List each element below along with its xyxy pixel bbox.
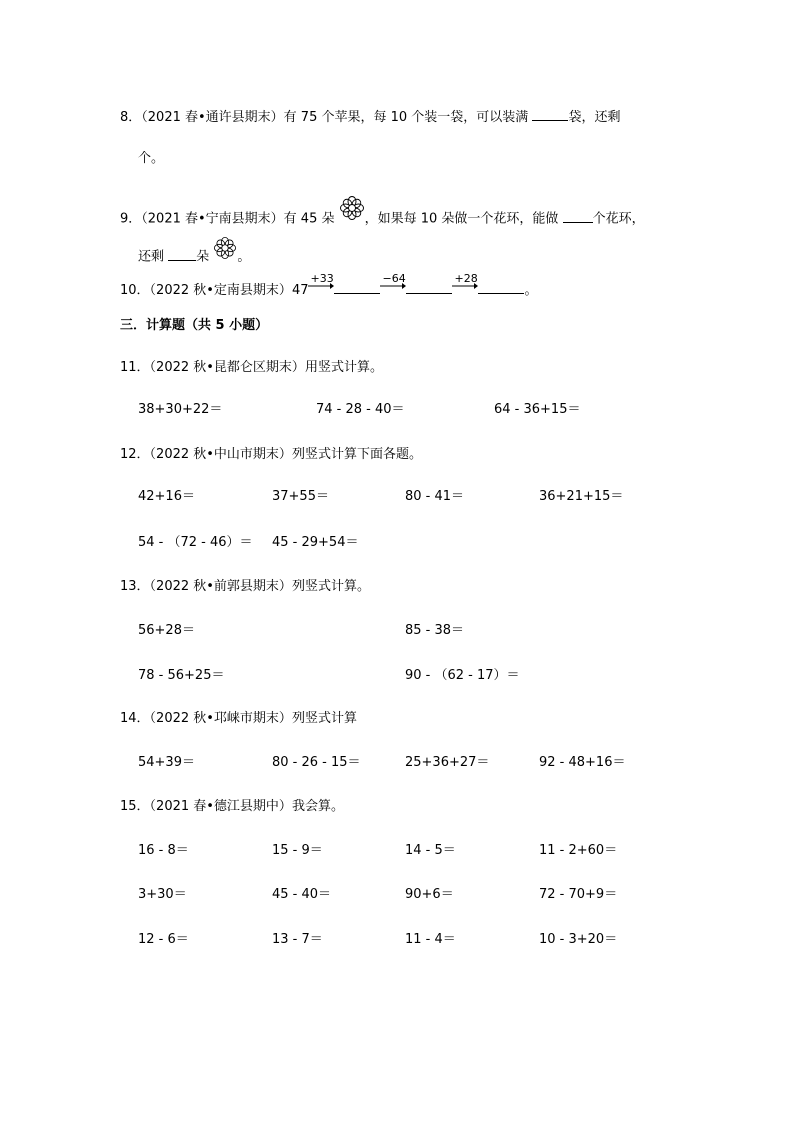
expression: 54 - （72 - 46）＝ (138, 535, 253, 550)
expression: 90 - （62 - 17）＝ (405, 668, 520, 683)
expression: 92 - 48+16＝ (539, 755, 626, 770)
question-text: ，如果每 10 朵做一个花环，能做 (364, 211, 559, 227)
operation-arrow (452, 272, 478, 294)
question-text: 还剩 (138, 249, 165, 265)
question-text: 有 45 朵 (283, 211, 335, 227)
question-source: （2022 秋•邛崃市期末） (149, 711, 292, 726)
question-14 (120, 710, 357, 728)
expression: 78 - 56+25＝ (138, 668, 225, 683)
question-text: 袋，还剩 (568, 110, 621, 125)
flower-icon (213, 236, 237, 266)
question-number: 14． (120, 711, 150, 726)
question-text: 。 (237, 249, 251, 265)
expression: 11 - 2+60＝ (539, 843, 618, 858)
question-instruction: 列竖式计算 (291, 711, 357, 726)
expression: 45 - 40＝ (272, 887, 332, 902)
question-12 (120, 446, 422, 464)
question-source: （2021 春•通许县期末） (141, 110, 284, 125)
expression: 10 - 3+20＝ (539, 932, 618, 947)
question-number: 11． (120, 360, 150, 375)
operation-label: −64 (382, 272, 406, 285)
question-source: （2022 秋•昆都仑区期末） (149, 360, 305, 375)
question-instruction: 列竖式计算。 (291, 579, 370, 594)
chain-start: 47 (291, 283, 309, 298)
question-source: （2021 春•宁南县期末） (141, 211, 284, 227)
question-text: 个花环， (592, 211, 645, 227)
expression: 90+6＝ (405, 887, 454, 902)
question-source: （2021 春•德江县期中） (149, 799, 292, 814)
question-10 (120, 272, 538, 300)
expression: 64 - 36+15＝ (494, 402, 581, 417)
question-text: 个。 (138, 151, 165, 166)
question-source: （2022 秋•前郭县期末） (149, 579, 292, 594)
expression: 25+36+27＝ (405, 755, 490, 770)
answer-blank[interactable] (406, 281, 452, 294)
question-13 (120, 578, 370, 596)
expression: 11 - 4＝ (405, 932, 456, 947)
expression: 37+55＝ (272, 489, 329, 504)
question-number: 15． (120, 799, 150, 814)
expression: 14 - 5＝ (405, 843, 456, 858)
operation-arrow (308, 272, 334, 294)
answer-blank[interactable] (563, 210, 593, 223)
chain-end: 。 (524, 283, 538, 298)
question-number: 10． (120, 283, 150, 298)
answer-blank[interactable] (334, 281, 380, 294)
expression: 16 - 8＝ (138, 843, 189, 858)
operation-label: +33 (310, 272, 334, 285)
operation-label: +28 (454, 272, 478, 285)
question-8 (120, 108, 620, 127)
expression: 45 - 29+54＝ (272, 535, 359, 550)
question-number: 9． (120, 211, 142, 227)
expression: 42+16＝ (138, 489, 195, 504)
expression: 85 - 38＝ (405, 623, 465, 638)
question-instruction: 用竖式计算。 (304, 360, 383, 375)
section-heading: 三．计算题（共 5 小题） (120, 318, 269, 333)
expression: 80 - 41＝ (405, 489, 465, 504)
answer-blank[interactable] (168, 248, 196, 261)
expression: 13 - 7＝ (272, 932, 323, 947)
expression: 36+21+15＝ (539, 489, 624, 504)
question-number: 12． (120, 447, 150, 462)
question-text: 有 75 个苹果，每 10 个装一袋，可以装满 (283, 110, 529, 125)
question-11 (120, 359, 383, 377)
question-9-line2 (138, 242, 250, 272)
question-instruction: 列竖式计算下面各题。 (291, 447, 422, 462)
flower-icon (339, 195, 365, 227)
question-source: （2022 秋•定南县期末） (149, 283, 292, 298)
question-15 (120, 798, 344, 816)
expression: 80 - 26 - 15＝ (272, 755, 361, 770)
question-9 (120, 203, 645, 235)
expression: 72 - 70+9＝ (539, 887, 618, 902)
expression: 12 - 6＝ (138, 932, 189, 947)
expression: 56+28＝ (138, 623, 195, 638)
expression: 3+30＝ (138, 887, 187, 902)
answer-blank[interactable] (532, 108, 568, 121)
expression: 38+30+22＝ (138, 402, 223, 417)
question-text: 朵 (196, 249, 210, 265)
operation-arrow (380, 272, 406, 294)
question-source: （2022 秋•中山市期末） (149, 447, 292, 462)
expression: 15 - 9＝ (272, 843, 323, 858)
expression: 74 - 28 - 40＝ (316, 402, 405, 417)
answer-blank[interactable] (478, 281, 524, 294)
question-8-line2 (138, 150, 164, 168)
question-number: 8． (120, 110, 142, 125)
question-instruction: 我会算。 (291, 799, 344, 814)
question-number: 13． (120, 579, 150, 594)
expression: 54+39＝ (138, 755, 195, 770)
